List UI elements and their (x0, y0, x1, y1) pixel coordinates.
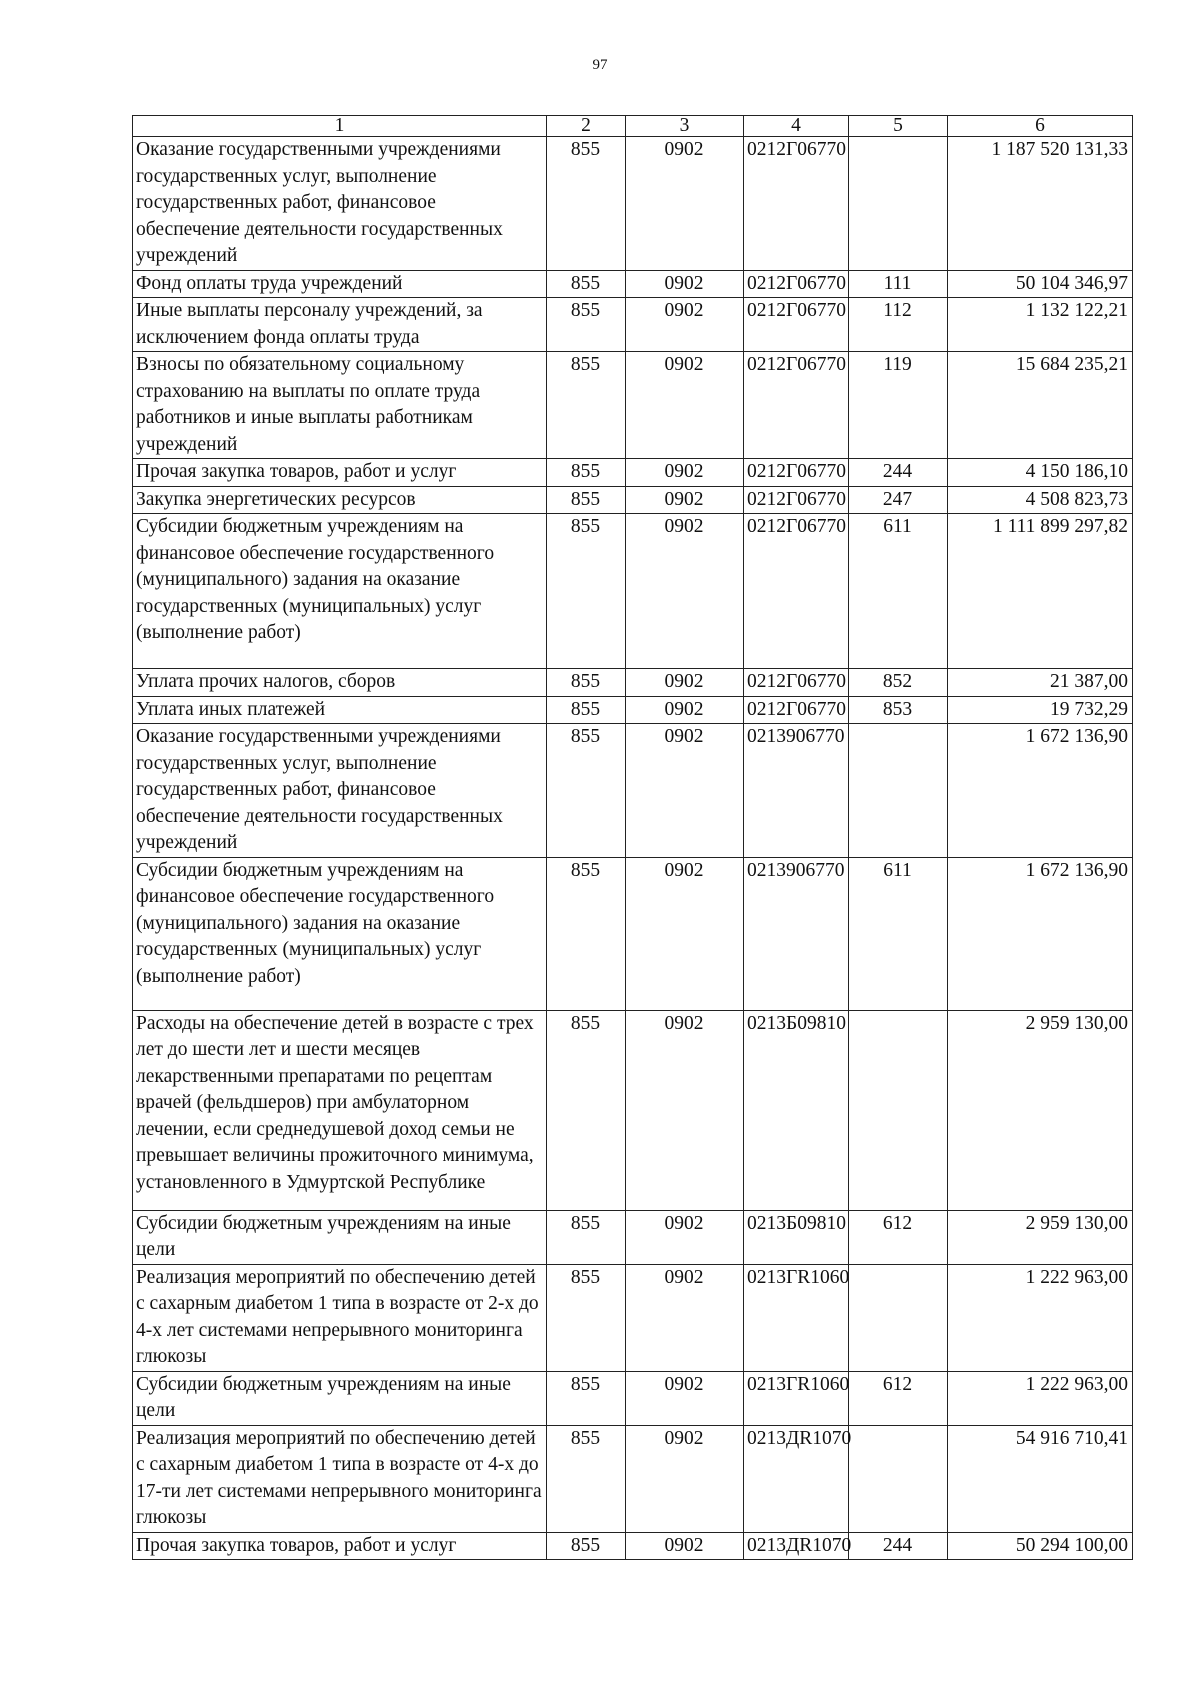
amount-cell: 4 508 823,73 (948, 486, 1133, 514)
amount-cell: 54 916 710,41 (948, 1425, 1133, 1532)
section-code-cell: 0902 (626, 270, 744, 298)
ministry-code-cell: 855 (547, 1264, 626, 1371)
expense-type-code-cell: 611 (849, 514, 948, 669)
target-item-code-cell: 0212Г06770 (744, 352, 849, 459)
ministry-code-cell: 855 (547, 1371, 626, 1425)
section-code-cell: 0902 (626, 724, 744, 858)
amount-cell: 1 187 520 131,33 (948, 137, 1133, 271)
item-name-cell: Закупка энергетических ресурсов (133, 486, 547, 514)
amount-cell: 50 294 100,00 (948, 1532, 1133, 1560)
target-item-code-cell: 0213ГR1060 (744, 1264, 849, 1371)
expense-type-code-cell: 244 (849, 459, 948, 487)
header-cell-6: 6 (948, 116, 1133, 137)
target-item-code-cell: 0212Г06770 (744, 459, 849, 487)
item-name-cell: Субсидии бюджетным учреждениям на финансовое обеспечение государственного (муниципального) задания на оказание государственных (муниципальных) услуг (выполнение работ) (133, 514, 547, 669)
section-code-cell: 0902 (626, 298, 744, 352)
expense-type-code-cell: 244 (849, 1532, 948, 1560)
table-row (133, 514, 1133, 669)
ministry-code-cell: 855 (547, 298, 626, 352)
header-cell-4: 4 (744, 116, 849, 137)
section-code-cell: 0902 (626, 1010, 744, 1210)
section-code-cell: 0902 (626, 352, 744, 459)
table-body (133, 137, 1133, 1560)
table-row (133, 270, 1133, 298)
section-code-cell: 0902 (626, 669, 744, 697)
header-cell-2: 2 (547, 116, 626, 137)
amount-cell: 4 150 186,10 (948, 459, 1133, 487)
ministry-code-cell: 855 (547, 1425, 626, 1532)
target-item-code-cell: 0212Г06770 (744, 696, 849, 724)
section-code-cell: 0902 (626, 459, 744, 487)
ministry-code-cell: 855 (547, 669, 626, 697)
ministry-code-cell: 855 (547, 352, 626, 459)
amount-cell: 1 672 136,90 (948, 724, 1133, 858)
table-row (133, 1532, 1133, 1560)
item-name-cell: Уплата прочих налогов, сборов (133, 669, 547, 697)
amount-cell: 21 387,00 (948, 669, 1133, 697)
table-row (133, 1210, 1133, 1264)
item-name-cell: Субсидии бюджетным учреждениям на иные цели (133, 1210, 547, 1264)
item-name-cell: Прочая закупка товаров, работ и услуг (133, 459, 547, 487)
ministry-code-cell: 855 (547, 270, 626, 298)
table-row (133, 857, 1133, 1010)
table-row (133, 1425, 1133, 1532)
table-row (133, 1371, 1133, 1425)
table-row (133, 724, 1133, 858)
expense-type-code-cell: 852 (849, 669, 948, 697)
target-item-code-cell: 0213906770 (744, 857, 849, 1010)
amount-cell: 1 222 963,00 (948, 1264, 1133, 1371)
item-name-cell: Реализация мероприятий по обеспечению детей с сахарным диабетом 1 типа в возрасте от 4-х до 17-ти лет системами непрерывного мониторинга глюкозы (133, 1425, 547, 1532)
header-cell-3: 3 (626, 116, 744, 137)
expense-type-code-cell: 612 (849, 1210, 948, 1264)
item-name-cell: Иные выплаты персоналу учреждений, за исключением фонда оплаты труда (133, 298, 547, 352)
section-code-cell: 0902 (626, 857, 744, 1010)
amount-cell: 2 959 130,00 (948, 1010, 1133, 1210)
table-row (133, 486, 1133, 514)
target-item-code-cell: 0212Г06770 (744, 270, 849, 298)
expense-type-code-cell (849, 1010, 948, 1210)
page-number: 97 (592, 57, 608, 73)
amount-cell: 50 104 346,97 (948, 270, 1133, 298)
section-code-cell: 0902 (626, 1264, 744, 1371)
section-code-cell: 0902 (626, 1532, 744, 1560)
expense-type-code-cell (849, 1264, 948, 1371)
target-item-code-cell: 0212Г06770 (744, 669, 849, 697)
table-row (133, 669, 1133, 697)
expense-type-code-cell: 611 (849, 857, 948, 1010)
expense-type-code-cell: 119 (849, 352, 948, 459)
target-item-code-cell: 0213Б09810 (744, 1210, 849, 1264)
table-row (133, 1264, 1133, 1371)
section-code-cell: 0902 (626, 514, 744, 669)
amount-cell: 1 132 122,21 (948, 298, 1133, 352)
item-name-cell: Субсидии бюджетным учреждениям на финансовое обеспечение государственного (муниципального) задания на оказание государственных (муниципальных) услуг (выполнение работ) (133, 857, 547, 1010)
section-code-cell: 0902 (626, 1210, 744, 1264)
table-row (133, 696, 1133, 724)
section-code-cell: 0902 (626, 486, 744, 514)
item-name-cell: Субсидии бюджетным учреждениям на иные цели (133, 1371, 547, 1425)
amount-cell: 15 684 235,21 (948, 352, 1133, 459)
target-item-code-cell: 0213ДR1070 (744, 1425, 849, 1532)
ministry-code-cell: 855 (547, 137, 626, 271)
expense-type-code-cell (849, 1425, 948, 1532)
table-row (133, 1010, 1133, 1210)
amount-cell: 1 672 136,90 (948, 857, 1133, 1010)
amount-cell: 19 732,29 (948, 696, 1133, 724)
target-item-code-cell: 0212Г06770 (744, 514, 849, 669)
ministry-code-cell: 855 (547, 1210, 626, 1264)
table-row (133, 459, 1133, 487)
expense-type-code-cell: 853 (849, 696, 948, 724)
table-row (133, 352, 1133, 459)
ministry-code-cell: 855 (547, 459, 626, 487)
expense-type-code-cell: 247 (849, 486, 948, 514)
item-name-cell: Оказание государственными учреждениями государственных услуг, выполнение государственных работ, финансовое обеспечение деятельности государственных учреждений (133, 724, 547, 858)
table-row (133, 298, 1133, 352)
target-item-code-cell: 0212Г06770 (744, 298, 849, 352)
budget-table (132, 115, 1133, 1560)
item-name-cell: Оказание государственными учреждениями государственных услуг, выполнение государственных работ, финансовое обеспечение деятельности государственных учреждений (133, 137, 547, 271)
header-cell-5: 5 (849, 116, 948, 137)
expense-type-code-cell: 111 (849, 270, 948, 298)
expense-type-code-cell: 612 (849, 1371, 948, 1425)
ministry-code-cell: 855 (547, 1532, 626, 1560)
target-item-code-cell: 0212Г06770 (744, 486, 849, 514)
ministry-code-cell: 855 (547, 1010, 626, 1210)
table-row (133, 137, 1133, 271)
section-code-cell: 0902 (626, 696, 744, 724)
ministry-code-cell: 855 (547, 486, 626, 514)
target-item-code-cell: 0213ДR1070 (744, 1532, 849, 1560)
expense-type-code-cell (849, 724, 948, 858)
ministry-code-cell: 855 (547, 724, 626, 858)
ministry-code-cell: 855 (547, 696, 626, 724)
section-code-cell: 0902 (626, 137, 744, 271)
amount-cell: 1 111 899 297,82 (948, 514, 1133, 669)
item-name-cell: Расходы на обеспечение детей в возрасте с трех лет до шести лет и шести месяцев лекарственными препаратами по рецептам врачей (фельдшеров) при амбулаторном лечении, если среднедушевой доход семьи не превышает величины прожиточного минимума, установленного в Удмуртской Республике (133, 1010, 547, 1210)
target-item-code-cell: 0213906770 (744, 724, 849, 858)
target-item-code-cell: 0212Г06770 (744, 137, 849, 271)
ministry-code-cell: 855 (547, 857, 626, 1010)
header-row (133, 116, 1133, 137)
ministry-code-cell: 855 (547, 514, 626, 669)
target-item-code-cell: 0213Б09810 (744, 1010, 849, 1210)
item-name-cell: Прочая закупка товаров, работ и услуг (133, 1532, 547, 1560)
item-name-cell: Уплата иных платежей (133, 696, 547, 724)
amount-cell: 2 959 130,00 (948, 1210, 1133, 1264)
section-code-cell: 0902 (626, 1371, 744, 1425)
section-code-cell: 0902 (626, 1425, 744, 1532)
target-item-code-cell: 0213ГR1060 (744, 1371, 849, 1425)
amount-cell: 1 222 963,00 (948, 1371, 1133, 1425)
expense-type-code-cell: 112 (849, 298, 948, 352)
item-name-cell: Реализация мероприятий по обеспечению детей с сахарным диабетом 1 типа в возрасте от 2-х до 4-х лет системами непрерывного мониторинга глюкозы (133, 1264, 547, 1371)
item-name-cell: Взносы по обязательному социальному страхованию на выплаты по оплате труда работников и иные выплаты работникам учреждений (133, 352, 547, 459)
header-cell-1: 1 (133, 116, 547, 137)
expense-type-code-cell (849, 137, 948, 271)
item-name-cell: Фонд оплаты труда учреждений (133, 270, 547, 298)
